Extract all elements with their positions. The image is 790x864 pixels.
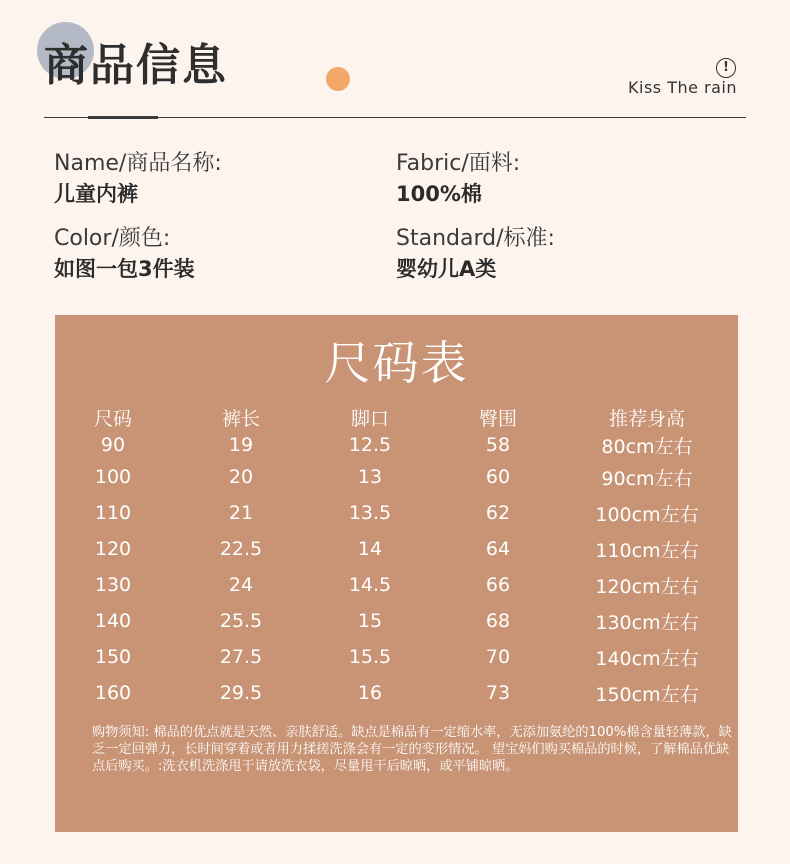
column-header: 脚口 (350, 407, 389, 430)
table-cell: 66 (485, 574, 511, 596)
shopping-notice: 购物须知: 棉品的优点就是天然、亲肤舒适。缺点是棉品有一定缩水率，无添加氨纶的100%棉含量轻薄款，缺乏一定回弹力，长时间穿着或者用力揉搓洗涤会有一定的变形情况。 望宝妈们购买棉品的时候，了解棉品优缺点后购买。:洗衣机洗涤甩干请放洗衣袋，尽量甩干后晾晒，或平铺晾晒。 (92, 725, 732, 774)
table-cell: 90 (100, 434, 126, 456)
column-header: 尺码 (93, 407, 132, 430)
table-cell: 16 (357, 682, 383, 704)
info-name (54, 149, 222, 209)
table-cell: 100cm左右 (595, 503, 699, 526)
table-cell: 110cm左右 (595, 539, 699, 562)
table-cell: 120 (94, 538, 132, 560)
table-cell: 15 (357, 610, 383, 632)
table-cell: 13.5 (348, 502, 392, 524)
size-table-header-row (75, 403, 707, 431)
table-row (75, 459, 707, 495)
table-row (75, 567, 707, 603)
table-cell: 110 (94, 502, 132, 524)
info-standard-value: 婴幼儿A类 (396, 257, 497, 281)
table-cell: 22.5 (219, 538, 263, 560)
table-row (75, 639, 707, 675)
table-row (75, 495, 707, 531)
size-chart-panel (55, 315, 738, 832)
table-cell: 140cm左右 (595, 647, 699, 670)
size-chart-title: 尺码表 (324, 336, 469, 390)
header-divider-accent (88, 116, 158, 119)
info-name-value: 儿童内裤 (54, 182, 138, 206)
info-name-label: Name/商品名称: (54, 151, 222, 176)
table-row (75, 675, 707, 711)
info-standard-label: Standard/标准: (396, 226, 555, 251)
table-cell: 80cm左右 (601, 435, 693, 458)
table-cell: 58 (485, 434, 511, 456)
info-color-value: 如图一包3件装 (54, 257, 195, 281)
column-header: 裤长 (221, 407, 260, 430)
table-cell: 62 (485, 502, 511, 524)
table-cell: 150cm左右 (595, 683, 699, 706)
info-color-label: Color/颜色: (54, 226, 171, 251)
table-cell: 130cm左右 (595, 611, 699, 634)
info-standard (396, 224, 555, 284)
table-cell: 21 (228, 502, 254, 524)
info-color (54, 224, 195, 284)
table-cell: 14 (357, 538, 383, 560)
decorative-orange-dot (326, 67, 350, 91)
table-cell: 20 (228, 466, 254, 488)
table-cell: 68 (485, 610, 511, 632)
info-fabric-value: 100%棉 (396, 182, 482, 206)
slogan: Kiss The rain (628, 78, 738, 97)
table-cell: 140 (94, 610, 132, 632)
table-cell: 29.5 (219, 682, 263, 704)
table-row (75, 603, 707, 639)
table-cell: 25.5 (219, 610, 263, 632)
column-header: 臀围 (478, 407, 517, 430)
table-cell: 24 (228, 574, 254, 596)
table-cell: 160 (94, 682, 132, 704)
table-row (75, 431, 707, 459)
table-cell: 64 (485, 538, 511, 560)
size-table (75, 403, 707, 711)
table-row (75, 531, 707, 567)
table-cell: 120cm左右 (595, 575, 699, 598)
table-cell: 13 (357, 466, 383, 488)
column-header: 推荐身高 (608, 407, 685, 430)
table-cell: 100 (94, 466, 132, 488)
table-cell: 60 (485, 466, 511, 488)
table-cell: 150 (94, 646, 132, 668)
table-cell: 73 (485, 682, 511, 704)
table-cell: 12.5 (348, 434, 392, 456)
table-cell: 27.5 (219, 646, 263, 668)
table-cell: 14.5 (348, 574, 392, 596)
table-cell: 90cm左右 (601, 467, 693, 490)
table-cell: 15.5 (348, 646, 392, 668)
info-icon: ! (716, 58, 736, 78)
page-title: 商品信息 (44, 40, 228, 91)
table-cell: 70 (485, 646, 511, 668)
info-fabric (396, 149, 520, 209)
table-cell: 130 (94, 574, 132, 596)
info-fabric-label: Fabric/面料: (396, 151, 521, 176)
table-cell: 19 (228, 434, 254, 456)
